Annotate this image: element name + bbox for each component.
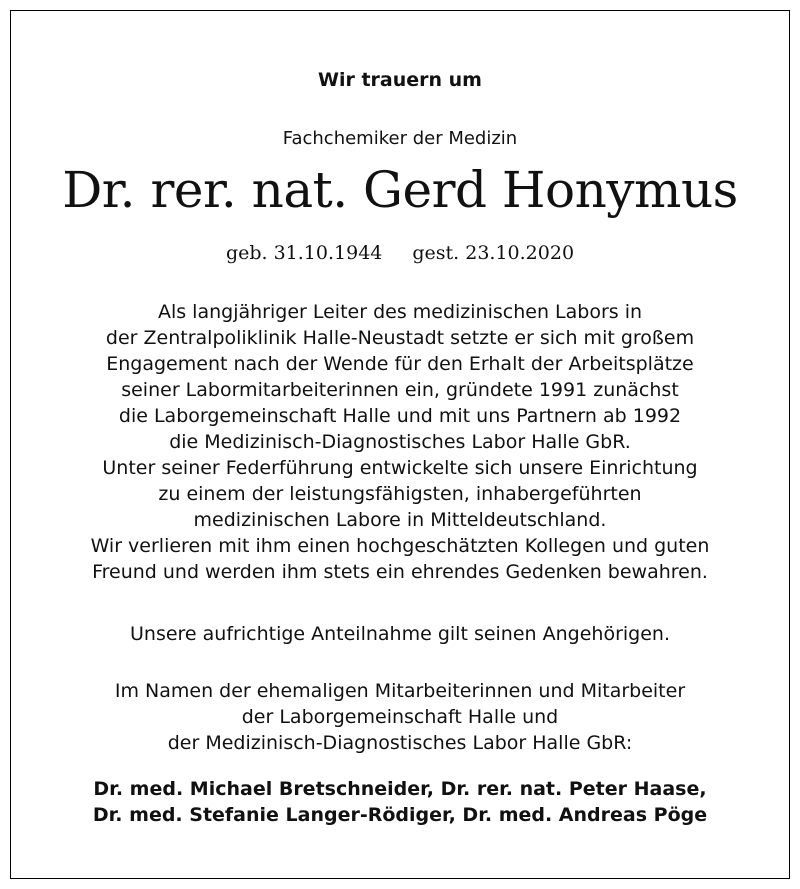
on-behalf-block: [11, 678, 789, 756]
signatory-line: Dr. med. Michael Bretschneider, Dr. rer. nat. Peter Haase,: [93, 778, 707, 800]
tribute-line: zu einem der leistungsfähigsten, inhabergeführten: [158, 483, 642, 505]
tribute-line: seiner Labormitarbeiterinnen ein, gründete 1991 zunächst: [121, 379, 679, 401]
on-behalf-line: der Medizinisch-Diagnostisches Labor Halle GbR:: [167, 732, 633, 754]
birth-date: geb. 31.10.1944: [225, 242, 383, 264]
condolence-text: Unsere aufrichtige Anteilnahme gilt seinen Angehörigen.: [130, 623, 670, 645]
profession-label: Fachchemiker der Medizin: [282, 128, 518, 149]
tribute-line: die Medizinisch-Diagnostisches Labor Halle GbR.: [169, 431, 631, 453]
tribute-paragraph: [11, 299, 789, 585]
death-date: gest. 23.10.2020: [412, 242, 575, 264]
life-dates: [11, 242, 789, 264]
tribute-line: die Laborgemeinschaft Halle und mit uns Partnern ab 1992: [118, 405, 682, 427]
signatories-block: [11, 776, 789, 828]
tribute-line: Unter seiner Federführung entwickelte sich unsere Einrichtung: [102, 457, 698, 479]
obituary-frame: [10, 10, 790, 879]
tribute-line: der Zentralpoliklinik Halle-Neustadt setzte er sich mit großem: [105, 327, 695, 349]
tribute-line: medizinischen Labore in Mitteldeutschland.: [193, 509, 607, 531]
intro-heading: Wir trauern um: [318, 69, 482, 91]
on-behalf-line: der Laborgemeinschaft Halle und: [241, 706, 559, 728]
tribute-line: Als langjähriger Leiter des medizinischen Labors in: [157, 301, 643, 323]
deceased-name: Dr. rer. nat. Gerd Honymus: [62, 161, 738, 219]
on-behalf-line: Im Namen der ehemaligen Mitarbeiterinnen und Mitarbeiter: [114, 680, 686, 702]
signatory-line: Dr. med. Stefanie Langer-Rödiger, Dr. med. Andreas Pöge: [92, 804, 708, 826]
tribute-line: Engagement nach der Wende für den Erhalt der Arbeitsplätze: [106, 353, 694, 375]
tribute-line: Wir verlieren mit ihm einen hochgeschätzten Kollegen und guten: [90, 535, 710, 557]
tribute-line: Freund und werden ihm stets ein ehrendes Gedenken bewahren.: [92, 561, 708, 583]
